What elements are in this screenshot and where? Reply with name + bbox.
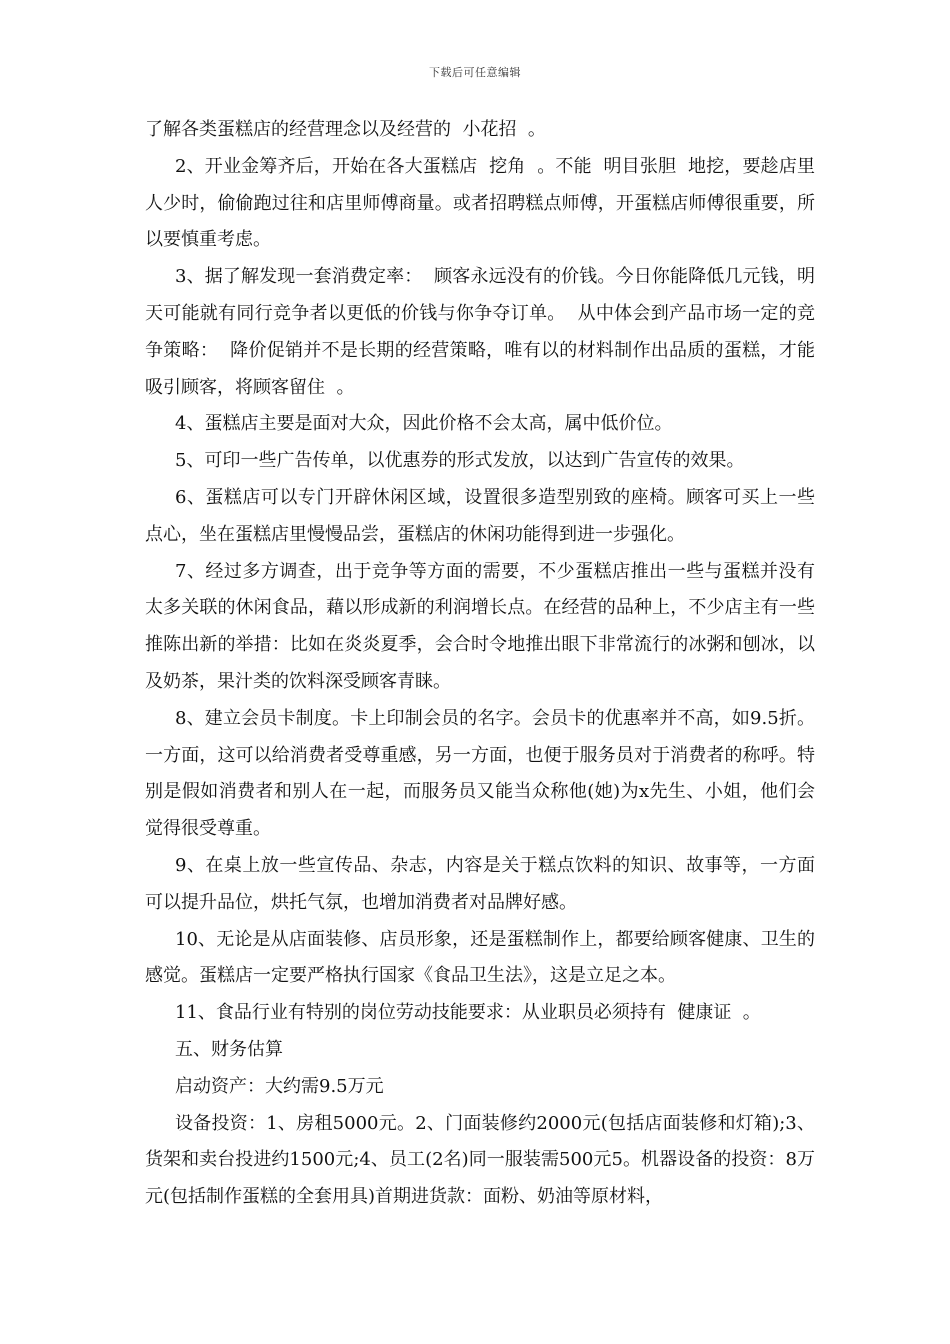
paragraph-item-2: 2、开业金筹齐后，开始在各大蛋糕店 挖角 。不能 明目张胆 地挖，要趁店里人少时，偷偷跑过往和店里师傅商量。或者招聘糕点师傅，开蛋糕店师傅很重要，所以要慎重考虑。 (145, 155, 815, 251)
section-heading-finance: 五、财务估算 (175, 1038, 283, 1060)
paragraph-item-11: 11、食品行业有特别的岗位劳动技能要求：从业职员必须持有 健康证 。 (175, 1002, 761, 1024)
paragraph-item-9: 9、在桌上放一些宣传品、杂志，内容是关于糕点饮料的知识、故事等，一方面可以提升品位，烘托气氛，也增加消费者对品牌好感。 (145, 854, 815, 913)
paragraph-item-6: 6、蛋糕店可以专门开辟休闲区域，设置很多造型别致的座椅。顾客可买上一些点心，坐在蛋糕店里慢慢品尝，蛋糕店的休闲功能得到进一步强化。 (145, 486, 815, 545)
paragraph-intro: 了解各类蛋糕店的经营理念以及经营的 小花招 。 (145, 119, 546, 140)
paragraph-item-5: 5、可印一些广告传单，以优惠券的形式发放，以达到广告宣传的效果。 (175, 450, 745, 472)
document-body (145, 112, 815, 1216)
page-header: 下载后可任意编辑 (429, 66, 521, 79)
paragraph-item-3: 3、据了解发现一套消费定率： 顾客永远没有的价钱。今日你能降低几元钱，明天可能就有同行竞争者以更低的价钱与你争夺订单。 从中体会到产品市场一定的竞争策略： 降价促销并不是长期的经营策略，唯有以的材料制作出品质的蛋糕，才能吸引顾客，将顾客留住 。 (145, 266, 815, 398)
paragraph-item-4: 4、蛋糕店主要是面对大众，因此价格不会太高，属中低价位。 (175, 413, 673, 435)
paragraph-item-8: 8、建立会员卡制度。卡上印制会员的名字。会员卡的优惠率并不高，如9.5折。一方面，这可以给消费者受尊重感，另一方面，也便于服务员对于消费者的称呼。特别是假如消费者和别人在一起，而服务员又能当众称他(她)为x先生、小姐，他们会觉得很受尊重。 (145, 707, 815, 840)
paragraph-item-7: 7、经过多方调查，出于竞争等方面的需要，不少蛋糕店推出一些与蛋糕并没有太多关联的休闲食品，藉以形成新的利润增长点。在经营的品种上，不少店主有一些推陈出新的举措：比如在炎炎夏季，会合时令地推出眼下非常流行的冰粥和刨冰，以及奶茶，果汁类的饮料深受顾客青睐。 (145, 560, 815, 692)
paragraph-item-10: 10、无论是从店面装修、店员形象，还是蛋糕制作上，都要给顾客健康、卫生的感觉。蛋糕店一定要严格执行国家《食品卫生法》，这是立足之本。 (145, 928, 815, 987)
paragraph-equipment-investment: 设备投资：1、房租5000元。2、门面装修约2000元(包括店面装修和灯箱);3、货架和卖台投进约1500元;4、员工(2名)同一服装需500元5。机器设备的投资：8万元(包括制作蛋糕的全套用具)首期进货款：面粉、奶油等原材料， (145, 1112, 815, 1208)
paragraph-startup-capital: 启动资产：大约需9.5万元 (175, 1075, 384, 1097)
